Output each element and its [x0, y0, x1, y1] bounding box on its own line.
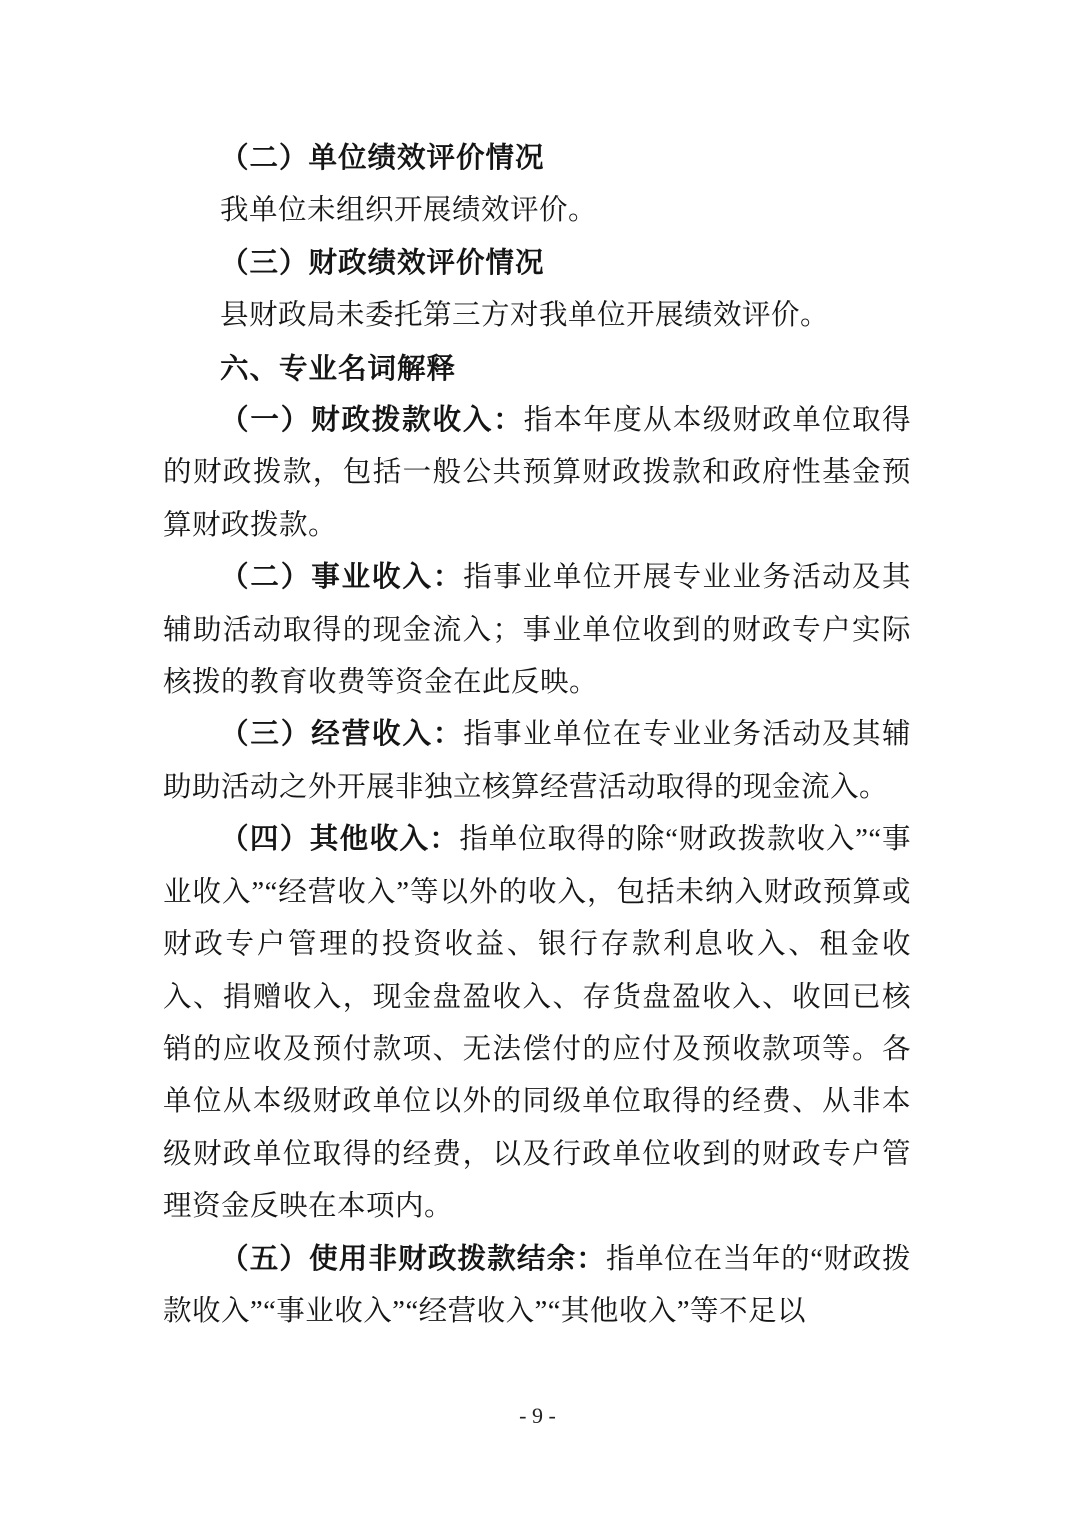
term-label: （一）财政拨款收入： [220, 405, 524, 437]
page-number: - 9 - [519, 1403, 556, 1428]
paragraph-unit-performance: 我单位未组织开展绩效评价。 [220, 195, 598, 227]
term-definition: 指单位取得的除“财政拨款收入”“事业收入”“经营收入”等以外的收入，包括未纳入财政预算或财政专户管理的投资收益、银行存款利息收入、租金收入、捐赠收入，现金盘盈收入、存货盘盈收入、收回已核销的应收及预付款项、无法偿付的应付及预收款项等。各单位从本级财政单位以外的同级单位取得的经费、从非本级财政单位取得的经费，以及行政单位收到的财政专户管理资金反映在本项内。 [163, 824, 911, 1223]
chapter-heading-terminology: 六、专业名词解释 [220, 352, 457, 385]
term-label: （四）其他收入： [220, 824, 460, 856]
document-body [163, 133, 911, 1338]
term-definition: 指事业单位在专业业务活动及其辅助助活动之外开展非独立核算经营活动取得的现金流入。 [163, 719, 911, 803]
section-heading-unit-performance: （二）单位绩效评价情况 [220, 143, 545, 174]
term-paragraph-other-income [163, 814, 911, 1233]
term-label: （五）使用非财政拨款结余： [220, 1243, 606, 1275]
paragraph-fiscal-performance: 县财政局未委托第三方对我单位开展绩效评价。 [220, 300, 830, 332]
term-label: （三）经营收入： [220, 719, 464, 751]
term-definition: 指事业单位开展专业业务活动及其辅助活动取得的现金流入；事业单位收到的财政专户实际核拨的教育收费等资金在此反映。 [163, 562, 911, 699]
term-paragraph-business-income [163, 709, 911, 814]
term-label: （二）事业收入： [220, 562, 464, 594]
term-paragraph-non-fiscal-balance [163, 1234, 911, 1339]
term-definition: 指本年度从本级财政单位取得的财政拨款，包括一般公共预算财政拨款和政府性基金预算财政拨款。 [163, 405, 911, 541]
term-definition: 指单位在当年的“财政拨款收入”“事业收入”“经营收入”“其他收入”等不足以 [163, 1243, 911, 1327]
section-heading-fiscal-performance: （三）财政绩效评价情况 [220, 247, 545, 279]
term-paragraph-fiscal-appropriation-income [163, 395, 911, 552]
term-paragraph-operating-income [163, 552, 911, 709]
